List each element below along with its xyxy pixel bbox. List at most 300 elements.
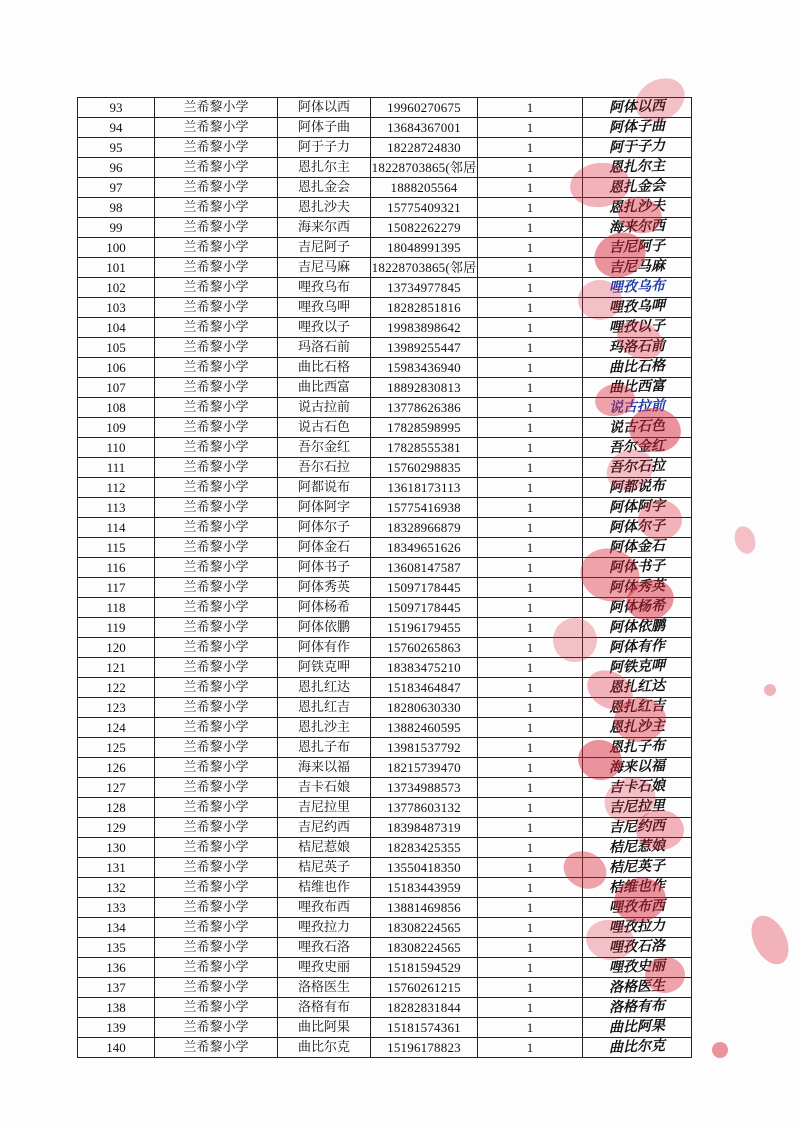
row-number: 120 bbox=[106, 639, 126, 655]
school-name-cell bbox=[155, 878, 278, 898]
phone-number-cell bbox=[371, 778, 478, 798]
school-name: 兰希黎小学 bbox=[183, 639, 249, 655]
student-name: 恩扎金会 bbox=[297, 179, 350, 195]
row-number: 113 bbox=[106, 499, 126, 515]
table-row bbox=[78, 218, 692, 238]
count-value: 1 bbox=[526, 539, 534, 555]
count-value-cell bbox=[478, 918, 583, 938]
table-row bbox=[78, 978, 692, 998]
school-name: 兰希黎小学 bbox=[183, 399, 249, 415]
phone-number: 13778626386 bbox=[387, 399, 461, 415]
row-number-cell bbox=[78, 818, 155, 838]
table-row bbox=[78, 138, 692, 158]
count-value: 1 bbox=[526, 459, 534, 475]
school-name-cell bbox=[155, 718, 278, 738]
count-value: 1 bbox=[526, 319, 534, 335]
signature: 恩扎红吉 bbox=[608, 698, 666, 716]
phone-number: 15183443959 bbox=[387, 879, 461, 895]
row-number-cell bbox=[78, 778, 155, 798]
roster-body bbox=[78, 98, 692, 1058]
school-name-cell bbox=[155, 438, 278, 458]
table-row bbox=[78, 778, 692, 798]
student-name-cell bbox=[278, 658, 371, 678]
count-value-cell bbox=[478, 838, 583, 858]
school-name: 兰希黎小学 bbox=[183, 139, 249, 155]
signature-cell bbox=[583, 558, 692, 578]
school-name: 兰希黎小学 bbox=[183, 1019, 249, 1035]
school-name: 兰希黎小学 bbox=[183, 239, 249, 255]
phone-number-cell bbox=[371, 998, 478, 1018]
phone-number-cell bbox=[371, 878, 478, 898]
table-row bbox=[78, 718, 692, 738]
phone-number: 13778603132 bbox=[387, 799, 461, 815]
row-number: 139 bbox=[106, 1019, 126, 1035]
count-value: 1 bbox=[526, 639, 534, 655]
phone-number-cell bbox=[371, 218, 478, 238]
school-name-cell bbox=[155, 638, 278, 658]
signature-cell bbox=[583, 1018, 692, 1038]
student-name-cell bbox=[278, 298, 371, 318]
count-value: 1 bbox=[526, 219, 534, 235]
table-row bbox=[78, 378, 692, 398]
signature-cell bbox=[583, 98, 692, 118]
row-number: 94 bbox=[109, 119, 123, 135]
school-name: 兰希黎小学 bbox=[183, 839, 249, 855]
fingerprint-stamp-icon bbox=[744, 910, 796, 971]
school-name: 兰希黎小学 bbox=[183, 659, 249, 675]
phone-number: 18328966879 bbox=[387, 519, 461, 535]
table-row bbox=[78, 898, 692, 918]
student-name: 恩扎红达 bbox=[297, 679, 350, 695]
student-name-cell bbox=[278, 278, 371, 298]
count-value: 1 bbox=[526, 119, 534, 135]
school-name-cell bbox=[155, 758, 278, 778]
signature: 阿体阿字 bbox=[608, 498, 666, 516]
signature: 阿体杨希 bbox=[608, 598, 666, 616]
signature-cell bbox=[583, 838, 692, 858]
student-name: 阿都说布 bbox=[297, 479, 350, 495]
signature-cell bbox=[583, 958, 692, 978]
phone-number-cell bbox=[371, 938, 478, 958]
phone-number-cell bbox=[371, 318, 478, 338]
phone-number: 13684367001 bbox=[387, 119, 461, 135]
table-row bbox=[78, 598, 692, 618]
phone-number-cell bbox=[371, 978, 478, 998]
count-value: 1 bbox=[526, 699, 534, 715]
student-name-cell bbox=[278, 698, 371, 718]
student-name: 说古拉前 bbox=[297, 399, 350, 415]
school-name-cell bbox=[155, 698, 278, 718]
signature-cell bbox=[583, 198, 692, 218]
student-name: 阿体子曲 bbox=[297, 119, 350, 135]
phone-number: 15183464847 bbox=[387, 679, 461, 695]
table-row bbox=[78, 658, 692, 678]
count-value: 1 bbox=[526, 359, 534, 375]
phone-number: 15760265863 bbox=[387, 639, 461, 655]
student-name: 阿体依鹏 bbox=[297, 619, 350, 635]
phone-number-cell bbox=[371, 158, 478, 178]
phone-number: 17828555381 bbox=[387, 439, 461, 455]
row-number: 124 bbox=[106, 719, 126, 735]
signature: 哩孜拉力 bbox=[608, 918, 666, 936]
phone-number: 13550418350 bbox=[387, 859, 461, 875]
phone-number-cell bbox=[371, 398, 478, 418]
signature: 吾尔金红 bbox=[608, 438, 666, 456]
school-name-cell bbox=[155, 338, 278, 358]
table-row bbox=[78, 298, 692, 318]
phone-number: 18228703865(邻居 bbox=[371, 259, 477, 275]
count-value-cell bbox=[478, 878, 583, 898]
school-name: 兰希黎小学 bbox=[183, 739, 249, 755]
school-name-cell bbox=[155, 378, 278, 398]
row-number: 138 bbox=[106, 999, 126, 1015]
table-row bbox=[78, 158, 692, 178]
signature-cell bbox=[583, 698, 692, 718]
table-row bbox=[78, 238, 692, 258]
student-name-cell bbox=[278, 998, 371, 1018]
count-value-cell bbox=[478, 118, 583, 138]
row-number-cell bbox=[78, 418, 155, 438]
signature: 洛格医生 bbox=[608, 978, 666, 996]
row-number: 95 bbox=[109, 139, 123, 155]
school-name: 兰希黎小学 bbox=[183, 919, 249, 935]
phone-number: 15181574361 bbox=[387, 1019, 461, 1035]
count-value-cell bbox=[478, 398, 583, 418]
school-name: 兰希黎小学 bbox=[183, 279, 249, 295]
signature-cell bbox=[583, 598, 692, 618]
signature: 阿铁克呷 bbox=[608, 658, 666, 676]
count-value-cell bbox=[478, 158, 583, 178]
signature: 哩孜布西 bbox=[608, 898, 666, 916]
student-name: 哩孜史丽 bbox=[297, 959, 350, 975]
phone-number: 15760298835 bbox=[387, 459, 461, 475]
signature: 曲比阿果 bbox=[608, 1018, 666, 1036]
row-number: 132 bbox=[106, 879, 126, 895]
phone-number: 1888205564 bbox=[390, 179, 458, 195]
school-name: 兰希黎小学 bbox=[183, 679, 249, 695]
phone-number-cell bbox=[371, 138, 478, 158]
count-value-cell bbox=[478, 478, 583, 498]
student-name: 阿体有作 bbox=[297, 639, 350, 655]
school-name-cell bbox=[155, 938, 278, 958]
signature: 阿体子曲 bbox=[608, 118, 666, 136]
table-row bbox=[78, 398, 692, 418]
signature: 洛格有布 bbox=[608, 998, 666, 1016]
count-value-cell bbox=[478, 178, 583, 198]
signature: 玛洛石前 bbox=[608, 338, 666, 356]
phone-number-cell bbox=[371, 758, 478, 778]
count-value-cell bbox=[478, 1038, 583, 1058]
phone-number: 13882460595 bbox=[387, 719, 461, 735]
student-name: 玛洛石前 bbox=[297, 339, 350, 355]
student-name-cell bbox=[278, 418, 371, 438]
phone-number-cell bbox=[371, 178, 478, 198]
phone-number-cell bbox=[371, 418, 478, 438]
phone-number-cell bbox=[371, 498, 478, 518]
phone-number-cell bbox=[371, 618, 478, 638]
table-row bbox=[78, 458, 692, 478]
count-value-cell bbox=[478, 558, 583, 578]
school-name: 兰希黎小学 bbox=[183, 719, 249, 735]
school-name: 兰希黎小学 bbox=[183, 599, 249, 615]
student-name-cell bbox=[278, 498, 371, 518]
school-name-cell bbox=[155, 278, 278, 298]
table-row bbox=[78, 958, 692, 978]
row-number-cell bbox=[78, 938, 155, 958]
signature-cell bbox=[583, 618, 692, 638]
signature: 恩扎红达 bbox=[608, 678, 666, 696]
student-name: 海来以福 bbox=[297, 759, 350, 775]
phone-number-cell bbox=[371, 838, 478, 858]
count-value: 1 bbox=[526, 339, 534, 355]
student-name-cell bbox=[278, 98, 371, 118]
row-number: 122 bbox=[106, 679, 126, 695]
student-name: 桔尼惹娘 bbox=[297, 839, 350, 855]
student-name-cell bbox=[278, 718, 371, 738]
student-name: 曲比石格 bbox=[297, 359, 350, 375]
count-value: 1 bbox=[526, 519, 534, 535]
count-value: 1 bbox=[526, 959, 534, 975]
school-name-cell bbox=[155, 958, 278, 978]
row-number: 140 bbox=[106, 1039, 126, 1055]
school-name: 兰希黎小学 bbox=[183, 619, 249, 635]
count-value-cell bbox=[478, 438, 583, 458]
phone-number: 18308224565 bbox=[387, 919, 461, 935]
count-value-cell bbox=[478, 698, 583, 718]
row-number-cell bbox=[78, 258, 155, 278]
count-value: 1 bbox=[526, 719, 534, 735]
signature-cell bbox=[583, 318, 692, 338]
row-number-cell bbox=[78, 758, 155, 778]
signature-cell bbox=[583, 818, 692, 838]
student-name-cell bbox=[278, 118, 371, 138]
school-name: 兰希黎小学 bbox=[183, 219, 249, 235]
phone-number-cell bbox=[371, 478, 478, 498]
school-name-cell bbox=[155, 138, 278, 158]
row-number-cell bbox=[78, 838, 155, 858]
count-value: 1 bbox=[526, 379, 534, 395]
table-row bbox=[78, 498, 692, 518]
table-row bbox=[78, 578, 692, 598]
school-name-cell bbox=[155, 98, 278, 118]
count-value: 1 bbox=[526, 899, 534, 915]
count-value: 1 bbox=[526, 759, 534, 775]
row-number: 106 bbox=[106, 359, 126, 375]
count-value: 1 bbox=[526, 259, 534, 275]
phone-number-cell bbox=[371, 678, 478, 698]
phone-number-cell bbox=[371, 638, 478, 658]
student-name: 吉卡石娘 bbox=[297, 779, 350, 795]
phone-number-cell bbox=[371, 1018, 478, 1038]
school-name-cell bbox=[155, 358, 278, 378]
phone-number-cell bbox=[371, 898, 478, 918]
count-value: 1 bbox=[526, 239, 534, 255]
count-value-cell bbox=[478, 1018, 583, 1038]
signature: 阿都说布 bbox=[608, 478, 666, 496]
table-row bbox=[78, 318, 692, 338]
table-row bbox=[78, 178, 692, 198]
student-name: 哩孜布西 bbox=[297, 899, 350, 915]
count-value: 1 bbox=[526, 619, 534, 635]
phone-number: 13881469856 bbox=[387, 899, 461, 915]
student-name: 阿体书子 bbox=[297, 559, 350, 575]
signature: 桔尼惹娘 bbox=[608, 838, 666, 856]
row-number-cell bbox=[78, 438, 155, 458]
school-name-cell bbox=[155, 238, 278, 258]
signature-cell bbox=[583, 158, 692, 178]
signature: 说古石色 bbox=[608, 418, 666, 436]
signature: 阿体尔子 bbox=[608, 518, 666, 536]
student-name-cell bbox=[278, 538, 371, 558]
student-name: 阿体以西 bbox=[297, 99, 350, 115]
count-value: 1 bbox=[526, 579, 534, 595]
table-row bbox=[78, 798, 692, 818]
school-name-cell bbox=[155, 898, 278, 918]
student-name: 吾尔金红 bbox=[297, 439, 350, 455]
phone-number-cell bbox=[371, 298, 478, 318]
count-value: 1 bbox=[526, 419, 534, 435]
signature: 阿体依鹏 bbox=[608, 618, 666, 636]
student-name: 哩孜拉力 bbox=[297, 919, 350, 935]
school-name: 兰希黎小学 bbox=[183, 579, 249, 595]
phone-number: 13734977845 bbox=[387, 279, 461, 295]
student-name: 吉尼拉里 bbox=[297, 799, 350, 815]
phone-number: 15760261215 bbox=[387, 979, 461, 995]
signature: 恩扎金会 bbox=[608, 178, 666, 196]
count-value-cell bbox=[478, 278, 583, 298]
count-value: 1 bbox=[526, 659, 534, 675]
table-row bbox=[78, 478, 692, 498]
student-name: 洛格有布 bbox=[297, 999, 350, 1015]
student-name: 说古石色 bbox=[297, 419, 350, 435]
signature-cell bbox=[583, 278, 692, 298]
phone-number: 13618173113 bbox=[387, 479, 461, 495]
student-name: 恩扎尔主 bbox=[297, 159, 350, 175]
row-number-cell bbox=[78, 578, 155, 598]
phone-number: 18383475210 bbox=[387, 659, 461, 675]
signature-cell bbox=[583, 418, 692, 438]
student-name-cell bbox=[278, 158, 371, 178]
signature: 哩孜史丽 bbox=[608, 958, 666, 976]
signature: 哩孜以子 bbox=[608, 318, 666, 336]
table-row bbox=[78, 998, 692, 1018]
table-row bbox=[78, 678, 692, 698]
student-name: 阿铁克呷 bbox=[297, 659, 350, 675]
count-value: 1 bbox=[526, 279, 534, 295]
phone-number: 18282851816 bbox=[387, 299, 461, 315]
row-number-cell bbox=[78, 1038, 155, 1058]
signature-cell bbox=[583, 798, 692, 818]
signature: 曲比尔克 bbox=[608, 1038, 666, 1056]
count-value: 1 bbox=[526, 739, 534, 755]
student-name-cell bbox=[278, 798, 371, 818]
signature-cell bbox=[583, 358, 692, 378]
count-value: 1 bbox=[526, 559, 534, 575]
count-value: 1 bbox=[526, 999, 534, 1015]
student-name-cell bbox=[278, 678, 371, 698]
count-value-cell bbox=[478, 378, 583, 398]
school-name: 兰希黎小学 bbox=[183, 459, 249, 475]
count-value-cell bbox=[478, 618, 583, 638]
school-name-cell bbox=[155, 798, 278, 818]
count-value: 1 bbox=[526, 1019, 534, 1035]
count-value: 1 bbox=[526, 679, 534, 695]
count-value-cell bbox=[478, 578, 583, 598]
school-name-cell bbox=[155, 578, 278, 598]
school-name-cell bbox=[155, 818, 278, 838]
count-value-cell bbox=[478, 738, 583, 758]
student-name-cell bbox=[278, 818, 371, 838]
signature-cell bbox=[583, 118, 692, 138]
school-name-cell bbox=[155, 918, 278, 938]
row-number-cell bbox=[78, 118, 155, 138]
school-name-cell bbox=[155, 1018, 278, 1038]
signature-cell bbox=[583, 718, 692, 738]
school-name: 兰希黎小学 bbox=[183, 199, 249, 215]
count-value: 1 bbox=[526, 99, 534, 115]
signature: 哩孜乌呷 bbox=[608, 298, 666, 316]
row-number: 136 bbox=[106, 959, 126, 975]
signature-cell bbox=[583, 758, 692, 778]
phone-number: 18228703865(邻居 bbox=[371, 159, 477, 175]
count-value-cell bbox=[478, 498, 583, 518]
phone-number: 17828598995 bbox=[387, 419, 461, 435]
row-number-cell bbox=[78, 178, 155, 198]
signature-cell bbox=[583, 138, 692, 158]
school-name-cell bbox=[155, 558, 278, 578]
count-value: 1 bbox=[526, 779, 534, 795]
signature: 阿体以西 bbox=[608, 98, 666, 116]
school-name-cell bbox=[155, 778, 278, 798]
student-name-cell bbox=[278, 458, 371, 478]
student-name: 哩孜乌布 bbox=[297, 279, 350, 295]
phone-number-cell bbox=[371, 358, 478, 378]
count-value-cell bbox=[478, 218, 583, 238]
school-name: 兰希黎小学 bbox=[183, 539, 249, 555]
signature-cell bbox=[583, 738, 692, 758]
row-number-cell bbox=[78, 378, 155, 398]
student-name: 哩孜乌呷 bbox=[297, 299, 350, 315]
count-value-cell bbox=[478, 758, 583, 778]
phone-number: 19983898642 bbox=[387, 319, 461, 335]
student-name-cell bbox=[278, 918, 371, 938]
row-number-cell bbox=[78, 98, 155, 118]
school-name: 兰希黎小学 bbox=[183, 419, 249, 435]
school-name-cell bbox=[155, 318, 278, 338]
student-name-cell bbox=[278, 1038, 371, 1058]
row-number: 98 bbox=[109, 199, 123, 215]
row-number-cell bbox=[78, 298, 155, 318]
student-name: 吉尼约西 bbox=[297, 819, 350, 835]
student-name: 曲比西富 bbox=[297, 379, 350, 395]
signature-cell bbox=[583, 498, 692, 518]
row-number-cell bbox=[78, 618, 155, 638]
student-name-cell bbox=[278, 358, 371, 378]
phone-number-cell bbox=[371, 98, 478, 118]
school-name: 兰希黎小学 bbox=[183, 779, 249, 795]
signature: 恩扎尔主 bbox=[608, 158, 666, 176]
student-name: 哩孜石洛 bbox=[297, 939, 350, 955]
signature: 哩孜石洛 bbox=[608, 938, 666, 956]
table-row bbox=[78, 438, 692, 458]
row-number: 125 bbox=[106, 739, 126, 755]
signature-cell bbox=[583, 438, 692, 458]
row-number: 96 bbox=[109, 159, 123, 175]
school-name: 兰希黎小学 bbox=[183, 519, 249, 535]
signature-cell bbox=[583, 538, 692, 558]
signature: 桔维也作 bbox=[608, 878, 666, 896]
student-name-cell bbox=[278, 518, 371, 538]
